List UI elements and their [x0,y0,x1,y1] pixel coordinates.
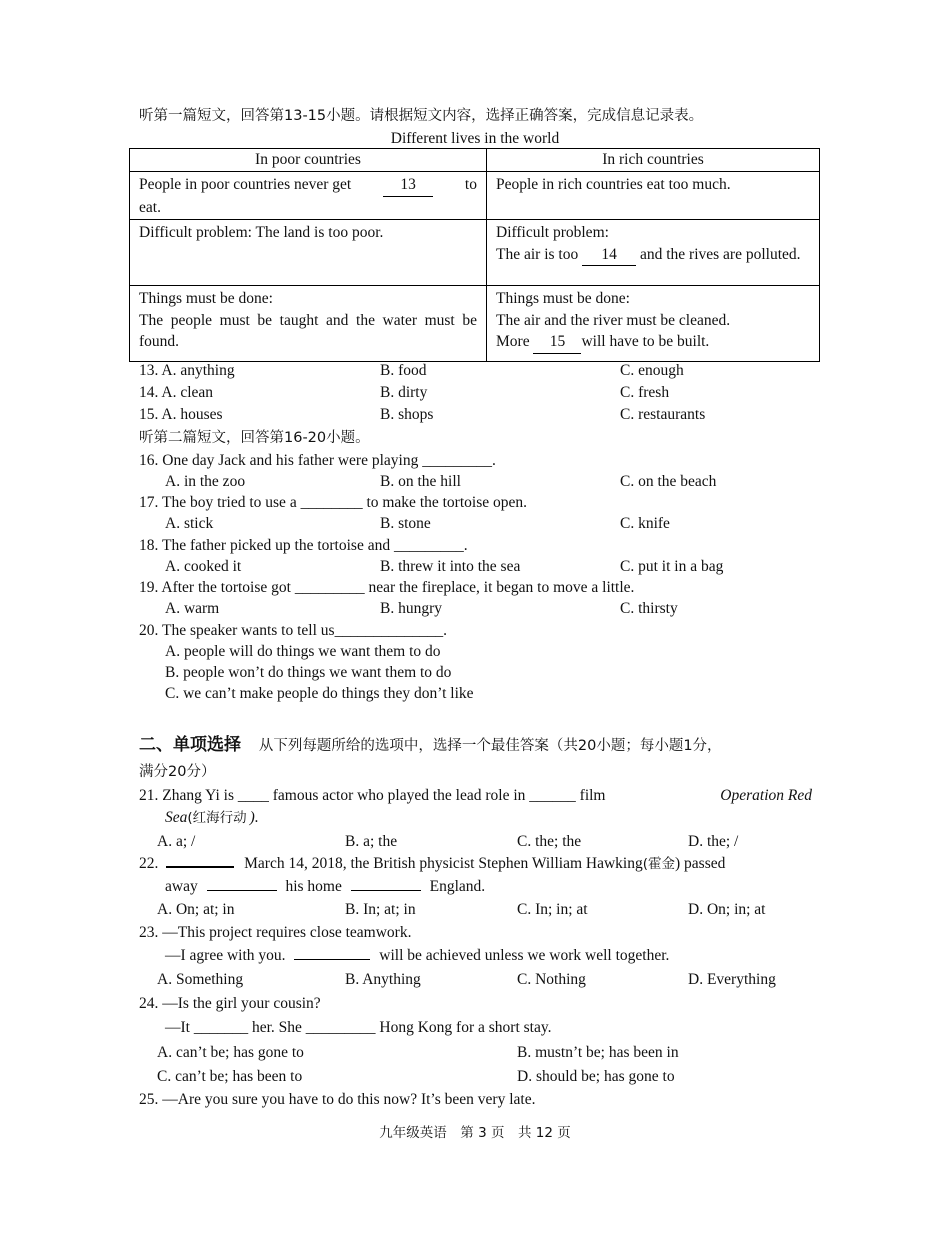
blank-13: 13 [383,174,433,197]
q24-option-c: C. can’t be; has been to [157,1068,303,1085]
q18-option-b: B. threw it into the sea [380,558,521,575]
q20-stem: 20. The speaker wants to tell us______________. [139,622,447,639]
q19-option-a: A. warm [165,600,220,617]
blank-15: 15 [533,331,581,354]
q16-option-b: B. on the hill [380,473,461,490]
q24-stem-line1: 24. —Is the girl your cousin? [139,995,321,1012]
q13-option-b: B. food [380,362,427,379]
part2-instruction: 听第二篇短文，回答第16-20小题。 [139,430,370,446]
q15-option-b: B. shops [380,406,434,423]
info-record-table [129,148,820,362]
q22-blank-3 [351,890,421,891]
q24-stem-line2: —It _______ her. She _________ Hong Kong for a short stay. [165,1019,552,1036]
q25-stem: 25. —Are you sure you have to do this now? It’s been very late. [139,1091,536,1108]
q16-option-a: A. in the zoo [165,473,246,490]
q20-option-c: C. we can’t make people do things they don’t like [165,685,474,702]
q23-option-d: D. Everything [688,971,776,988]
q13-option-a: 13. A. anything [139,362,235,379]
page-footer: 九年级英语 第 3 页 共 12 页 [379,1125,571,1141]
cell-r3-right: Things must be done: The air and the river must be cleaned. More 15 will have to be built. [487,286,820,362]
q21-option-c: C. the; the [517,833,582,850]
q22-option-d: D. On; in; at [688,901,766,918]
cell-r1-left: People in poor countries never get 13 to eat. [130,172,487,220]
cell-r2-left: Difficult problem: The land is too poor. [130,220,487,286]
q23-option-a: A. Something [157,971,244,988]
q23-blank [294,959,370,960]
q21-option-d: D. the; / [688,833,739,850]
q14-option-a: 14. A. clean [139,384,214,401]
q14-option-b: B. dirty [380,384,428,401]
q19-stem: 19. After the tortoise got _________ near the fireplace, it began to move a little. [139,579,635,596]
q22-stem-line2: away his home England. [165,878,486,895]
q19-option-c: C. thirsty [620,600,678,617]
header-rich: In rich countries [487,149,820,172]
q23-option-c: C. Nothing [517,971,586,988]
cell-r2-right: Difficult problem: The air is too 14 and the rives are polluted. [487,220,820,286]
q21-option-b: B. a; the [345,833,398,850]
q15-option-c: C. restaurants [620,406,706,423]
q20-option-a: A. people will do things we want them to do [165,643,441,660]
table-title: Different lives in the world [390,130,560,147]
header-poor: In poor countries [130,149,487,172]
q15-option-a: 15. A. houses [139,406,223,423]
q22-option-a: A. On; at; in [157,901,235,918]
q23-stem-line1: 23. —This project requires close teamwork. [139,924,412,941]
q21-option-a: A. a; / [157,833,196,850]
q19-option-b: B. hungry [380,600,442,617]
q17-option-a: A. stick [165,515,214,532]
section2-instruction: 从下列每题所给的选项中，选择一个最佳答案（共20小题；每小题1分， [258,738,722,754]
q18-option-a: A. cooked it [165,558,242,575]
q17-stem: 17. The boy tried to use a ________ to make the tortoise open. [139,494,527,511]
q13-option-c: C. enough [620,362,684,379]
q24-option-a: A. can’t be; has gone to [157,1044,304,1061]
q22-blank-2 [207,890,277,891]
section2-title: 二、单项选择 [139,735,241,755]
q24-option-b: B. mustn’t be; has been in [517,1044,679,1061]
q23-stem-line2: —I agree with you. will be achieved unless we work well together. [165,947,670,964]
q22-option-b: B. In; at; in [345,901,416,918]
part1-instruction: 听第一篇短文，回答第13-15小题。请根据短文内容，选择正确答案，完成信息记录表。 [139,108,704,124]
q20-option-b: B. people won’t do things we want them to do [165,664,452,681]
q24-option-d: D. should be; has gone to [517,1068,675,1085]
q17-option-c: C. knife [620,515,670,532]
q21-stem-line2: Sea(红海行动 ). [165,809,259,826]
q18-stem: 18. The father picked up the tortoise and _________. [139,537,468,554]
cell-r3-left: Things must be done: The people must be taught and the water must be found. [130,286,487,362]
q22-blank-1 [166,866,234,868]
q17-option-b: B. stone [380,515,431,532]
cell-r1-right: People in rich countries eat too much. [487,172,820,220]
q21-stem-line1: 21. Zhang Yi is ____ famous actor who played the lead role in ______ film Operation Red [139,787,812,804]
q18-option-c: C. put it in a bag [620,558,724,575]
q14-option-c: C. fresh [620,384,670,401]
section2-instruction-cont: 满分20分） [139,764,216,780]
q16-option-c: C. on the beach [620,473,717,490]
section2-heading [139,733,722,758]
blank-14: 14 [582,244,636,267]
q16-stem: 16. One day Jack and his father were playing _________. [139,452,496,469]
q23-option-b: B. Anything [345,971,421,988]
q22-option-c: C. In; in; at [517,901,588,918]
q22-stem-line1: 22. March 14, 2018, the British physicist Stephen William Hawking(霍金) passed [139,855,726,872]
